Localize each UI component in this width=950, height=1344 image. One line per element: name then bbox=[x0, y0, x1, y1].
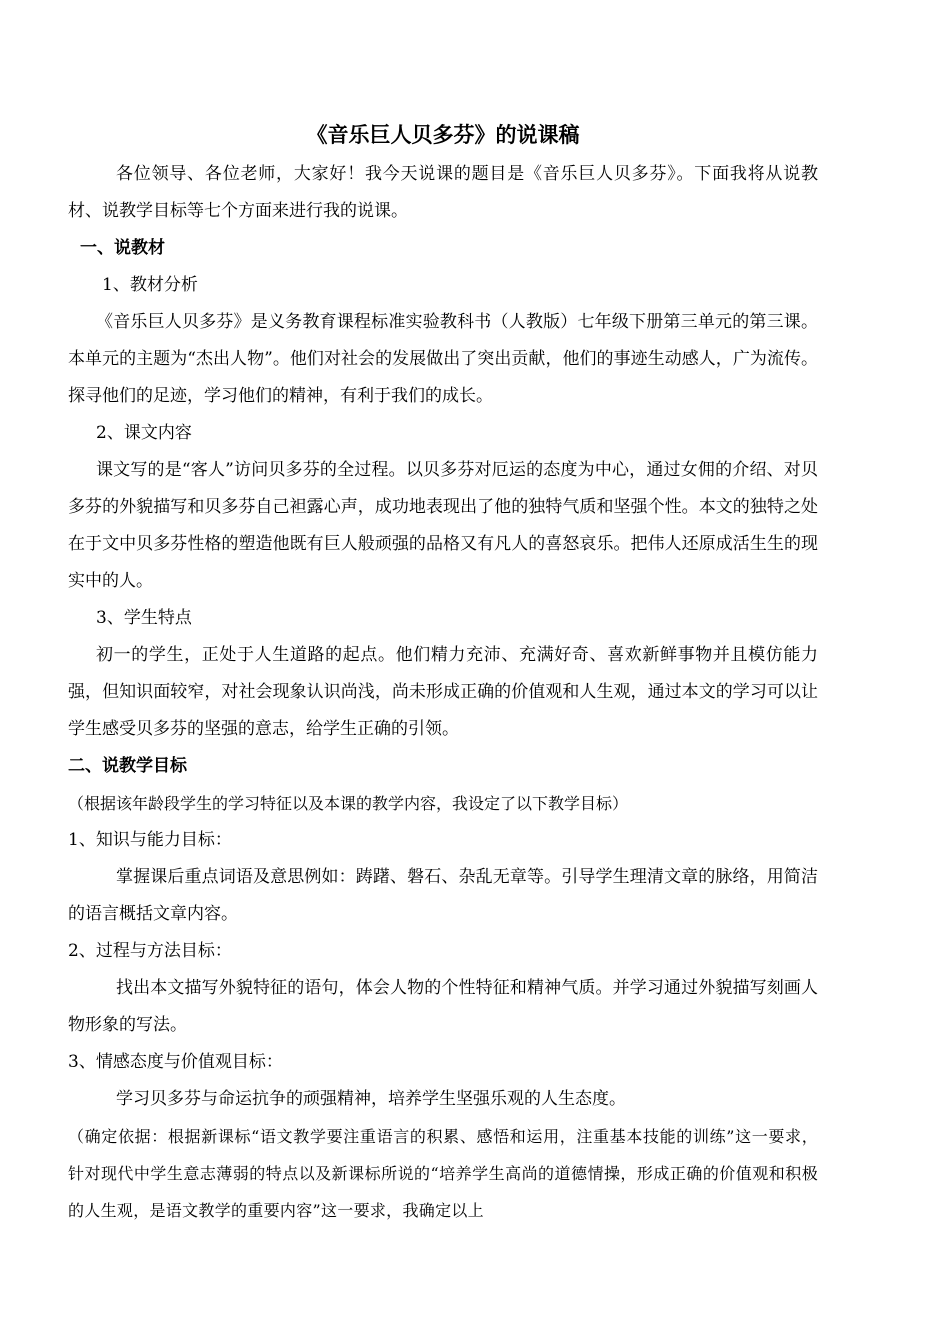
goal-text-process: 找出本文描写外貌特征的语句，体会人物的个性特征和精神气质。并学习通过外貌描写刻画人物形象的写法。 bbox=[68, 978, 818, 1035]
goal-heading-emotion: 3、情感态度与价值观目标： bbox=[68, 1052, 283, 1072]
paragraph-student-traits: 初一的学生，正处于人生道路的起点。他们精力充沛、充满好奇、喜欢新鲜事物并且模仿能力强，但知识面较窄，对社会现象认识尚浅，尚未形成正确的价值观和人生观，通过本文的学习可以让学生感受贝多芬的坚强的意志，给学生正确的引领。 bbox=[68, 645, 818, 739]
goal-heading-process: 2、过程与方法目标： bbox=[68, 941, 232, 961]
goals-basis-paragraph: （确定依据：根据新课标“语文教学要注重语言的积累、感悟和运用，注重基本技能的训练”这一要求，针对现代中学生意志薄弱的特点以及新课标所说的“培养学生高尚的道德情操，形成正确的价值观和积极的人生观，是语文教学的重要内容”这一要求，我确定以上 bbox=[68, 1127, 818, 1220]
paragraph-text-content: 课文写的是“客人”访问贝多芬的全过程。以贝多芬对厄运的态度为中心，通过女佣的介绍、对贝多芬的外貌描写和贝多芬自己袒露心声，成功地表现出了他的独特气质和坚强个性。本文的独特之处在于文中贝多芬性格的塑造他既有巨人般顽强的品格又有凡人的喜怒哀乐。把伟人还原成活生生的现实中的人。 bbox=[68, 460, 818, 591]
subheading-text-content: 2、课文内容 bbox=[96, 423, 192, 443]
section-heading-textbook: 一、说教材 bbox=[80, 238, 165, 258]
subheading-student-traits: 3、学生特点 bbox=[96, 608, 192, 628]
goal-text-emotion: 学习贝多芬与命运抗争的顽强精神，培养学生坚强乐观的人生态度。 bbox=[116, 1089, 626, 1109]
document-body bbox=[68, 118, 818, 1229]
intro-paragraph: 各位领导、各位老师，大家好！我今天说课的题目是《音乐巨人贝多芬》。下面我将从说教材、说教学目标等七个方面来进行我的说课。 bbox=[68, 164, 818, 221]
section-heading-goals: 二、说教学目标 bbox=[68, 756, 187, 776]
goals-note: （根据该年龄段学生的学习特征以及本课的教学内容，我设定了以下教学目标） bbox=[68, 794, 629, 813]
goal-heading-knowledge: 1、知识与能力目标： bbox=[68, 830, 232, 850]
paragraph-textbook-analysis: 《音乐巨人贝多芬》是义务教育课程标准实验教科书（人教版）七年级下册第三单元的第三课。本单元的主题为“杰出人物”。他们对社会的发展做出了突出贡献，他们的事迹生动感人，广为流传。探寻他们的足迹，学习他们的精神，有利于我们的成长。 bbox=[68, 312, 818, 406]
document-title: 《音乐巨人贝多芬》的说课稿 bbox=[306, 123, 580, 147]
goal-text-knowledge: 掌握课后重点词语及意思例如：踌躇、磐石、杂乱无章等。引导学生理清文章的脉络，用简洁的语言概括文章内容。 bbox=[68, 867, 818, 924]
subheading-textbook-analysis: 1、教材分析 bbox=[102, 275, 198, 295]
